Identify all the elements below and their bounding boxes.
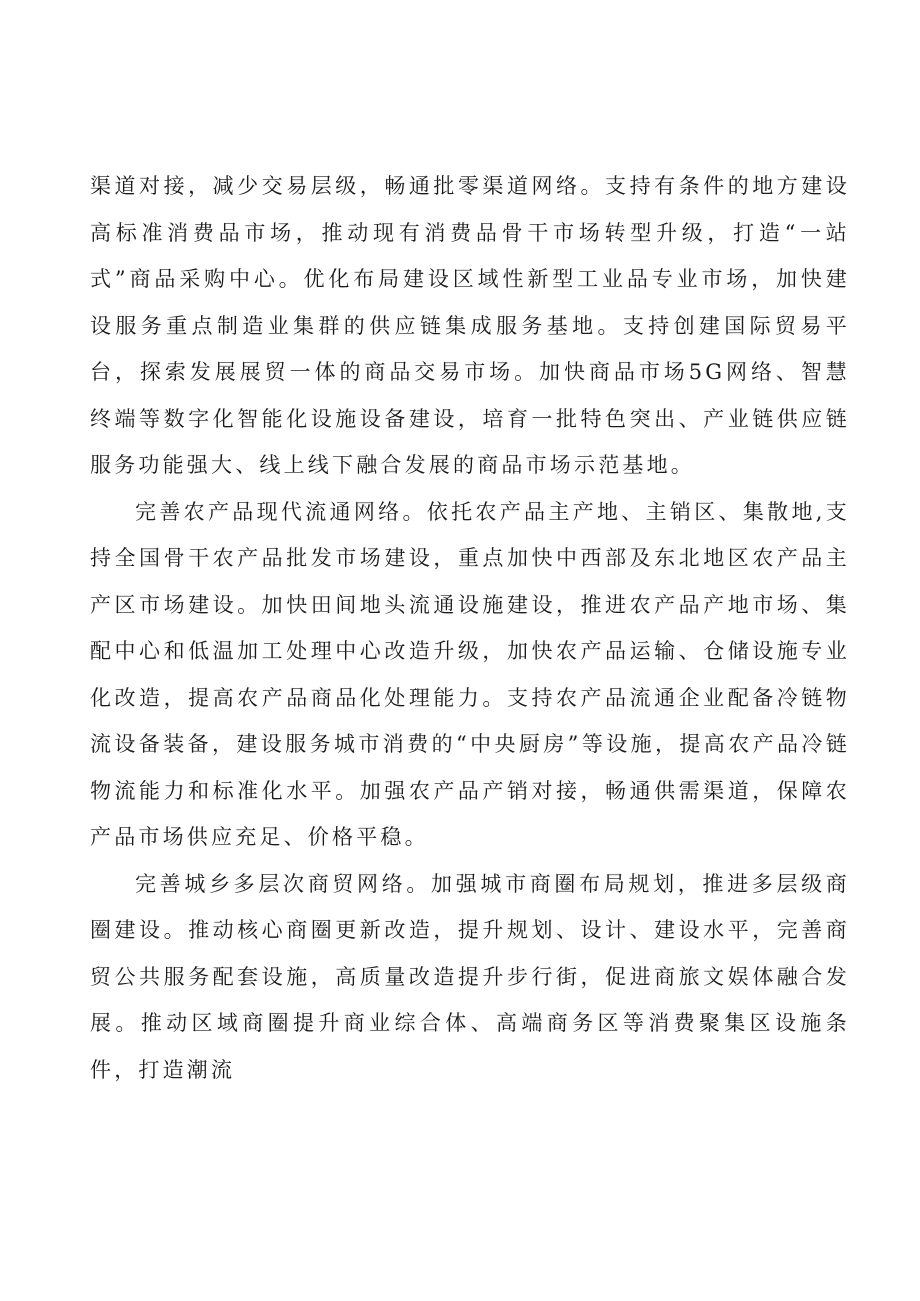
document-body [90, 163, 850, 1093]
paragraph-1: 渠道对接，减少交易层级，畅通批零渠道网络。支持有条件的地方建设高标准消费品市场，推动现有消费品骨干市场转型升级，打造“一站式”商品采购中心。优化布局建设区域性新型工业品专业市场，加快建设服务重点制造业集群的供应链集成服务基地。支持创建国际贸易平台，探索发展展贸一体的商品交易市场。加快商品市场5G网络、智慧终端等数字化智能化设施设备建设，培育一批特色突出、产业链供应链服务功能强大、线上线下融合发展的商品市场示范基地。 [90, 174, 850, 477]
paragraph-2: 完善农产品现代流通网络。依托农产品主产地、主销区、集散地,支持全国骨干农产品批发市场建设，重点加快中西部及东北地区农产品主产区市场建设。加快田间地头流通设施建设，推进农产品产地市场、集配中心和低温加工处理中心改造升级，加快农产品运输、仓储设施专业化改造，提高农产品商品化处理能力。支持农产品流通企业配备冷链物流设备装备，建设服务城市消费的“中央厨房”等设施，提高农产品冷链物流能力和标准化水平。加强农产品产销对接，畅通供需渠道，保障农产品市场供应充足、价格平稳。 [90, 499, 850, 849]
paragraph-3: 完善城乡多层次商贸网络。加强城市商圈布局规划，推进多层级商圈建设。推动核心商圈更新改造，提升规划、设计、建设水平，完善商贸公共服务配套设施，高质量改造提升步行街，促进商旅文娱体融合发展。推动区域商圈提升商业综合体、高端商务区等消费聚集区设施条件，打造潮流 [90, 871, 850, 1082]
